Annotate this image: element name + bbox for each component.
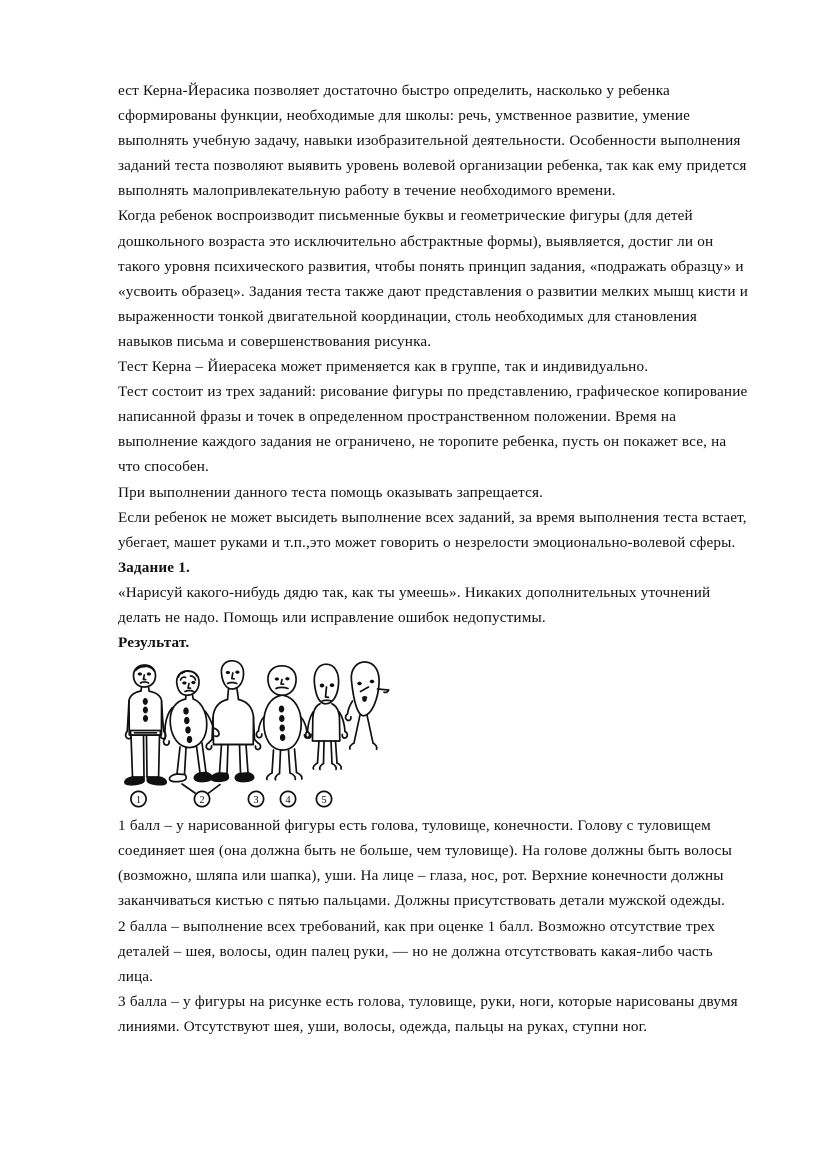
heading-result: Результат. (118, 634, 190, 652)
figure-label-2: 2 (199, 794, 205, 806)
five-drawn-human-figures-svg (120, 659, 390, 811)
document-body (118, 78, 750, 1039)
paragraph-immaturity: Если ребенок не может высидеть выполнение всех заданий, за время выполнения теста встает, убегает, машет руками и т.п.,это может говорить о незрелости эмоционально-волевой сферы. (118, 508, 747, 551)
illustration-canvas (120, 659, 390, 811)
paragraph-score-2: 2 балла – выполнение всех требований, как при оценке 1 балл. Возможно отсутствие трех деталей – шея, волосы, один палец руки, — но не должна отсутствовать какая-либо часть лица. (118, 917, 716, 985)
figure-label-5: 5 (321, 794, 327, 806)
illustration-five-figures (118, 659, 750, 811)
paragraph-task-1-instruction: «Нарисуй какого-нибудь дядю так, как ты умеешь». Никаких дополнительных уточнений делать не надо. Помощь или исправление ошибок недопустимы. (118, 583, 711, 626)
figure-label-4: 4 (285, 794, 291, 806)
paragraph-reproduction: Когда ребенок воспроизводит письменные буквы и геометрические фигуры (для детей дошкольного возраста это исключительно абстрактные формы), выявляется, достиг ли он такого уровня психического развития, чтобы понять принцип задания, «подражать образцу» и «усвоить образец». Задания теста также дают представления о развитии мелких мышц кисти и выраженности тонкой двигательной координации, столь необходимых для становления навыков письма и совершенствования рисунка. (118, 207, 749, 350)
paragraph-intro: ест Керна-Йерасика позволяет достаточно быстро определить, насколько у ребенка сформированы функции, необходимые для школы: речь, умственное развитие, умение выполнять учебную задачу, навыки изобразительной деятельности. Особенности выполнения заданий теста позволяют выявить уровень волевой организации ребенка, так как ему придется выполнять малопривлекательную работу в течение необходимого времени. (118, 82, 747, 200)
figure-label-1: 1 (135, 794, 142, 806)
heading-task-1: Задание 1. (118, 558, 190, 576)
paragraph-no-help: При выполнении данного теста помощь оказывать запрещается. (118, 483, 544, 501)
paragraph-score-3: 3 балла – у фигуры на рисунке есть голова, туловище, руки, ноги, которые нарисованы двумя линиями. Отсутствуют шея, уши, волосы, одежда, пальцы на руках, ступни ног. (118, 992, 738, 1035)
paragraph-score-1: 1 балл – у нарисованной фигуры есть голова, туловище, конечности. Голову с туловищем соединяет шея (она должна быть не больше, чем туловище). На голове должны быть волосы (возможно, шляпа или шапка), уши. На лице – глаза, нос, рот. Верхние конечности должны заканчиваться кистью с пятью пальцами. Должны присутствовать детали мужской одежды. (118, 817, 732, 910)
figure-label-3: 3 (253, 794, 259, 806)
paragraph-three-tasks: Тест состоит из трех заданий: рисование фигуры по представлению, графическое копирование написанной фразы и точек в определенном пространственном положении. Время на выполнение каждого задания не ограничено, не торопите ребенка, пусть он покажет все, на что способен. (118, 383, 748, 476)
paragraph-group-or-individual: Тест Керна – Йиерасека может применяется как в группе, так и индивидуально. (118, 358, 649, 376)
